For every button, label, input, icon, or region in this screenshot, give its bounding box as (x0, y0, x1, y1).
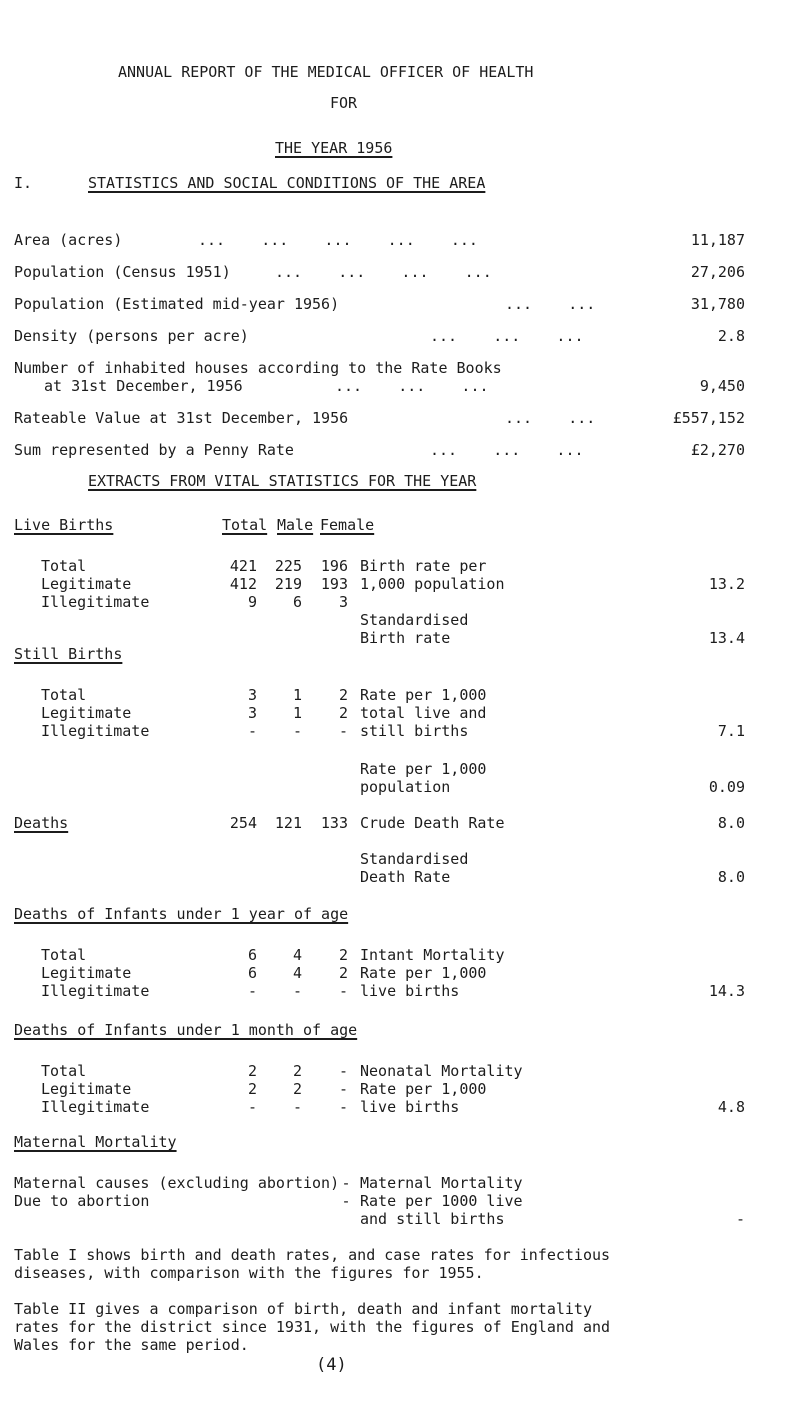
cell-total: - (247, 1098, 257, 1116)
section-heading: STATISTICS AND SOCIAL CONDITIONS OF THE AREA (88, 174, 486, 192)
rate-text: still births (360, 722, 469, 740)
row-label: Illegitimate (41, 1098, 150, 1116)
cell-total: 9 (247, 593, 257, 611)
cell-female: - (338, 722, 348, 740)
cell-male: - (292, 1098, 302, 1116)
rate-text: Crude Death Rate (360, 814, 505, 832)
leader-dots: ... ... ... (430, 327, 584, 345)
std-birth-rate-value: 13.4 (708, 629, 745, 647)
cell-total: 421 (229, 557, 257, 575)
paragraph-line: rates for the district since 1931, with the figures of England and (14, 1318, 611, 1336)
cell-total: 412 (229, 575, 257, 593)
leader-dots: ... ... ... (430, 441, 584, 459)
leader-dots: ... ... (505, 409, 596, 427)
still-birth-pop-rate-value: 0.09 (708, 778, 745, 796)
cell-female: 3 (338, 593, 348, 611)
row-label: Legitimate (41, 575, 132, 593)
maternal-mortality-value: - (735, 1210, 745, 1228)
leader-dots: ... ... ... (335, 377, 489, 395)
rate-text: Maternal Mortality (360, 1174, 523, 1192)
row-label: Illegitimate (41, 593, 150, 611)
rate-text: Intant Mortality (360, 946, 505, 964)
row-label: Total (41, 946, 87, 964)
stat-value: 9,450 (699, 377, 745, 395)
stat-value: 11,187 (690, 231, 745, 249)
row-label: Legitimate (41, 704, 132, 722)
rate-text: and still births (360, 1210, 505, 1228)
rate-text: live births (360, 982, 460, 1000)
cell-male: 1 (292, 686, 302, 704)
rate-text: total live and (360, 704, 487, 722)
rate-text: Birth rate per (360, 557, 487, 575)
cell-total: 6 (247, 964, 257, 982)
cell-female: 2 (338, 946, 348, 964)
birth-rate-value: 13.2 (708, 575, 745, 593)
cell-female: 2 (338, 704, 348, 722)
still-births-heading: Still Births (14, 645, 123, 663)
row-label: Legitimate (41, 1080, 132, 1098)
report-year: THE YEAR 1956 (275, 139, 393, 157)
row-label: Legitimate (41, 964, 132, 982)
col-header-total: Total (222, 516, 268, 534)
cell-female: 2 (338, 964, 348, 982)
report-title: ANNUAL REPORT OF THE MEDICAL OFFICER OF HEALTH (118, 63, 534, 81)
row-label: Due to abortion (14, 1192, 150, 1210)
row-label: Total (41, 686, 87, 704)
live-births-heading: Live Births (14, 516, 114, 534)
cell-total: 6 (247, 946, 257, 964)
stat-label: Population (Estimated mid-year 1956) (14, 295, 340, 313)
cell-male: - (292, 722, 302, 740)
cell-male: - (292, 982, 302, 1000)
rate-text: 1,000 population (360, 575, 505, 593)
stat-label: Sum represented by a Penny Rate (14, 441, 294, 459)
rate-text: population (360, 778, 451, 796)
stat-label: Number of inhabited houses according to the Rate Books (14, 359, 502, 377)
cell-total: 2 (247, 1062, 257, 1080)
rate-text: Rate per 1,000 (360, 964, 487, 982)
cell-female: 193 (320, 575, 348, 593)
rate-text: Standardised (360, 611, 469, 629)
neonatal-mortality-value: 4.8 (717, 1098, 745, 1116)
cell-female: - (338, 1062, 348, 1080)
stat-value: 2.8 (717, 327, 745, 345)
std-death-rate-value: 8.0 (717, 868, 745, 886)
crude-death-rate-value: 8.0 (717, 814, 745, 832)
cell-value: - (341, 1192, 351, 1210)
rate-text: Death Rate (360, 868, 451, 886)
cell-male: 2 (292, 1080, 302, 1098)
deaths-total: 254 (229, 814, 257, 832)
rate-text: Standardised (360, 850, 469, 868)
cell-total: 3 (247, 686, 257, 704)
row-label: Illegitimate (41, 982, 150, 1000)
rate-text: Rate per 1000 live (360, 1192, 523, 1210)
rate-text: Rate per 1,000 (360, 760, 487, 778)
cell-male: 225 (274, 557, 302, 575)
stat-label-cont: at 31st December, 1956 (44, 377, 243, 395)
cell-total: 3 (247, 704, 257, 722)
stat-label: Rateable Value at 31st December, 1956 (14, 409, 349, 427)
leader-dots: ... ... (505, 295, 596, 313)
deaths-male: 121 (274, 814, 302, 832)
row-label: Maternal causes (excluding abortion) (14, 1174, 340, 1192)
row-label: Total (41, 1062, 87, 1080)
infant-mortality-value: 14.3 (708, 982, 745, 1000)
cell-female: - (338, 1098, 348, 1116)
row-label: Total (41, 557, 87, 575)
cell-female: 2 (338, 686, 348, 704)
rate-text: Rate per 1,000 (360, 1080, 487, 1098)
row-label: Illegitimate (41, 722, 150, 740)
paragraph-line: Wales for the same period. (14, 1336, 249, 1354)
cell-male: 2 (292, 1062, 302, 1080)
col-header-female: Female (320, 516, 375, 534)
paragraph-line: diseases, with comparison with the figures for 1955. (14, 1264, 484, 1282)
deaths-female: 133 (320, 814, 348, 832)
cell-male: 4 (292, 946, 302, 964)
stat-value: £2,270 (690, 441, 745, 459)
leader-dots: ... ... ... ... ... (198, 231, 478, 249)
vital-stats-heading: EXTRACTS FROM VITAL STATISTICS FOR THE YEAR (88, 472, 477, 490)
cell-female: - (338, 1080, 348, 1098)
rate-text: live births (360, 1098, 460, 1116)
paragraph-line: Table I shows birth and death rates, and case rates for infectious (14, 1246, 611, 1264)
stat-label: Population (Census 1951) (14, 263, 231, 281)
stat-label: Area (acres) (14, 231, 123, 249)
stat-value: 27,206 (690, 263, 745, 281)
infant-month-heading: Deaths of Infants under 1 month of age (14, 1021, 358, 1039)
cell-total: - (247, 722, 257, 740)
rate-text: Neonatal Mortality (360, 1062, 523, 1080)
stat-value: 31,780 (690, 295, 745, 313)
rate-text: Rate per 1,000 (360, 686, 487, 704)
maternal-heading: Maternal Mortality (14, 1133, 177, 1151)
still-birth-rate-value: 7.1 (717, 722, 745, 740)
cell-female: - (338, 982, 348, 1000)
section-number: I. (14, 174, 33, 192)
cell-value: - (341, 1174, 351, 1192)
col-header-male: Male (277, 516, 314, 534)
stat-value: £557,152 (672, 409, 745, 427)
cell-male: 219 (274, 575, 302, 593)
cell-male: 1 (292, 704, 302, 722)
cell-male: 4 (292, 964, 302, 982)
cell-total: 2 (247, 1080, 257, 1098)
cell-male: 6 (292, 593, 302, 611)
rate-text: Birth rate (360, 629, 451, 647)
report-for: FOR (330, 94, 358, 112)
cell-total: - (247, 982, 257, 1000)
cell-female: 196 (320, 557, 348, 575)
page-number: (4) (316, 1355, 347, 1375)
leader-dots: ... ... ... ... (275, 263, 492, 281)
infant-year-heading: Deaths of Infants under 1 year of age (14, 905, 349, 923)
deaths-heading: Deaths (14, 814, 69, 832)
paragraph-line: Table II gives a comparison of birth, death and infant mortality (14, 1300, 592, 1318)
stat-label: Density (persons per acre) (14, 327, 249, 345)
